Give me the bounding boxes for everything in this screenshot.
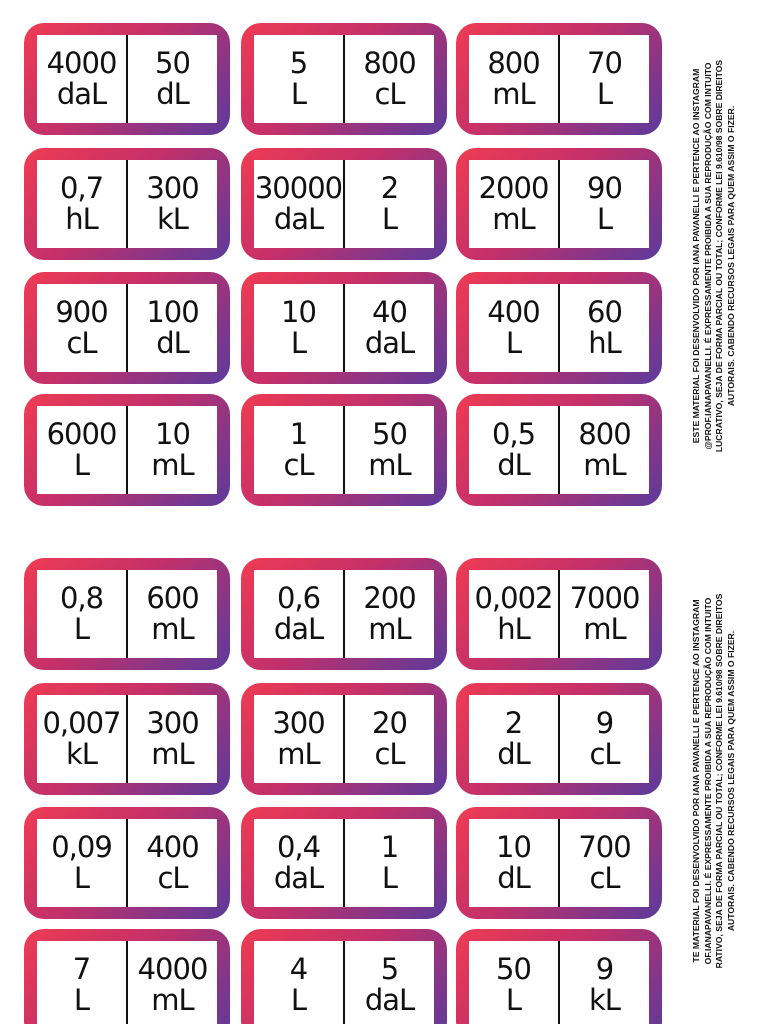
card-unit: L <box>73 448 90 482</box>
card-unit: mL <box>151 983 194 1017</box>
domino-card <box>456 683 662 795</box>
card-unit: L <box>505 326 522 360</box>
card-face <box>254 941 434 1024</box>
card-face <box>254 819 434 907</box>
card-left-half <box>469 819 558 907</box>
card-left-half <box>254 941 343 1024</box>
card-value: 400 <box>487 295 540 329</box>
domino-card <box>241 148 447 260</box>
card-unit: cL <box>374 77 405 111</box>
card-unit: daL <box>364 983 415 1017</box>
card-unit: cL <box>157 861 188 895</box>
card-left-half <box>469 695 558 783</box>
card-unit: dL <box>156 326 189 360</box>
card-left-half <box>469 406 558 494</box>
card-unit: L <box>73 983 90 1017</box>
card-value: 4 <box>289 952 308 986</box>
card-value: 0,7 <box>59 171 104 205</box>
notice-line: AUTORAIS. CABENDO RECURSOS LEGAIS PARA QUEM ASSIM O FIZER. <box>725 105 736 407</box>
domino-card <box>24 394 230 506</box>
domino-card <box>241 272 447 384</box>
card-left-half <box>254 570 343 658</box>
domino-card <box>241 558 447 670</box>
card-face <box>469 284 649 372</box>
card-value: 400 <box>146 830 199 864</box>
card-unit: L <box>73 612 90 646</box>
card-unit: L <box>290 983 307 1017</box>
card-unit: kL <box>66 737 97 771</box>
notice-line: RATIVO, SEJA DE FORMA PARCIAL OU TOTAL; CONFORME LEI 9.610/98 SOBRE DIREITOS <box>714 593 724 969</box>
card-unit: dL <box>497 448 530 482</box>
card-right-half <box>128 284 217 372</box>
card-unit: daL <box>273 861 324 895</box>
card-right-half <box>560 406 649 494</box>
card-left-half <box>37 160 126 248</box>
card-right-half <box>560 941 649 1024</box>
card-value: 30000 <box>254 171 343 205</box>
card-unit: L <box>381 202 398 236</box>
card-unit: cL <box>283 448 314 482</box>
card-right-half <box>345 695 434 783</box>
card-value: 7000 <box>569 581 640 615</box>
notice-line: AUTORAIS. CABENDO RECURSOS LEGAIS PARA QUEM ASSIM O FIZER. <box>725 630 736 932</box>
card-face <box>254 570 434 658</box>
card-unit: cL <box>66 326 97 360</box>
card-left-half <box>254 695 343 783</box>
card-unit: hL <box>588 326 621 360</box>
domino-card <box>24 272 230 384</box>
card-value: 800 <box>578 417 631 451</box>
card-value: 9 <box>595 706 614 740</box>
card-face <box>37 160 217 248</box>
card-unit: mL <box>583 612 626 646</box>
card-face <box>37 35 217 123</box>
domino-card <box>24 558 230 670</box>
card-face <box>254 160 434 248</box>
card-unit: L <box>596 77 613 111</box>
card-unit: cL <box>374 737 405 771</box>
card-value: 10 <box>496 830 531 864</box>
card-face <box>469 570 649 658</box>
card-unit: cL <box>589 737 620 771</box>
card-value: 10 <box>281 295 316 329</box>
card-face <box>254 35 434 123</box>
card-right-half <box>345 406 434 494</box>
card-left-half <box>37 695 126 783</box>
domino-card <box>241 23 447 135</box>
card-value: 300 <box>146 706 199 740</box>
card-right-half <box>345 819 434 907</box>
card-face <box>37 406 217 494</box>
domino-card <box>241 807 447 919</box>
card-face <box>254 695 434 783</box>
card-value: 600 <box>146 581 199 615</box>
card-value: 50 <box>372 417 407 451</box>
card-left-half <box>469 570 558 658</box>
card-unit: kL <box>157 202 188 236</box>
domino-card <box>456 23 662 135</box>
domino-card <box>241 683 447 795</box>
card-unit: mL <box>583 448 626 482</box>
card-value: 1 <box>289 417 308 451</box>
card-unit: L <box>290 77 307 111</box>
card-right-half <box>560 160 649 248</box>
domino-card <box>456 394 662 506</box>
card-value: 7 <box>72 952 91 986</box>
card-unit: L <box>596 202 613 236</box>
domino-card <box>456 558 662 670</box>
card-unit: mL <box>151 448 194 482</box>
domino-card <box>456 929 662 1024</box>
card-unit: dL <box>156 77 189 111</box>
card-left-half <box>254 819 343 907</box>
card-value: 100 <box>146 295 199 329</box>
card-value: 10 <box>155 417 190 451</box>
card-right-half <box>128 695 217 783</box>
card-unit: kL <box>589 983 620 1017</box>
card-value: 0,6 <box>276 581 321 615</box>
card-right-half <box>560 819 649 907</box>
card-face <box>469 819 649 907</box>
card-left-half <box>37 941 126 1024</box>
notice-line: OF.IANAPAVANELLI. É EXPRESSAMENTE PROIBIDA A SUA REPRODUÇÃO COM INTUITO <box>702 597 713 965</box>
card-right-half <box>345 284 434 372</box>
card-face <box>37 819 217 907</box>
card-face <box>37 570 217 658</box>
card-unit: L <box>505 983 522 1017</box>
card-value: 0,5 <box>491 417 536 451</box>
card-face <box>469 35 649 123</box>
card-value: 800 <box>487 46 540 80</box>
card-value: 0,4 <box>276 830 321 864</box>
card-left-half <box>469 941 558 1024</box>
domino-card <box>24 23 230 135</box>
domino-card <box>24 929 230 1024</box>
card-face <box>37 284 217 372</box>
card-unit: mL <box>492 77 535 111</box>
card-value: 900 <box>55 295 108 329</box>
card-right-half <box>128 819 217 907</box>
card-face <box>254 284 434 372</box>
notice-line: ESTE MATERIAL FOI DESENVOLVIDO POR IANA PAVANELLI E PERTENCE AO INSTAGRAM <box>691 68 701 444</box>
domino-card <box>24 683 230 795</box>
card-unit: hL <box>497 612 530 646</box>
card-value: 2000 <box>478 171 549 205</box>
card-face <box>469 406 649 494</box>
card-left-half <box>469 284 558 372</box>
card-value: 50 <box>155 46 190 80</box>
card-unit: mL <box>368 612 411 646</box>
card-unit: daL <box>273 612 324 646</box>
card-value: 800 <box>363 46 416 80</box>
card-right-half <box>128 570 217 658</box>
card-right-half <box>128 941 217 1024</box>
domino-card <box>241 929 447 1024</box>
card-value: 4000 <box>137 952 208 986</box>
notice-line: @PROF.IANAPAVANELLI. É EXPRESSAMENTE PROIBIDA A SUA REPRODUÇÃO COM INTUITO <box>702 62 713 450</box>
card-value: 0,09 <box>51 830 112 864</box>
card-left-half <box>254 284 343 372</box>
card-left-half <box>37 570 126 658</box>
card-value: 700 <box>578 830 631 864</box>
card-sheet-bottom <box>0 535 768 1024</box>
card-left-half <box>37 284 126 372</box>
card-left-half <box>37 35 126 123</box>
card-unit: mL <box>151 737 194 771</box>
card-right-half <box>128 160 217 248</box>
card-face <box>469 695 649 783</box>
card-unit: hL <box>65 202 98 236</box>
card-unit: mL <box>492 202 535 236</box>
card-unit: dL <box>497 737 530 771</box>
card-unit: mL <box>277 737 320 771</box>
domino-card <box>456 148 662 260</box>
card-value: 0,002 <box>474 581 553 615</box>
card-right-half <box>128 406 217 494</box>
card-unit: mL <box>151 612 194 646</box>
card-value: 90 <box>587 171 622 205</box>
card-value: 300 <box>272 706 325 740</box>
card-right-half <box>560 35 649 123</box>
copyright-notice <box>691 551 737 1011</box>
card-value: 200 <box>363 581 416 615</box>
domino-card <box>241 394 447 506</box>
card-unit: daL <box>364 326 415 360</box>
card-value: 0,007 <box>42 706 121 740</box>
card-unit: L <box>73 861 90 895</box>
card-unit: daL <box>273 202 324 236</box>
card-left-half <box>254 160 343 248</box>
domino-card <box>456 272 662 384</box>
card-value: 40 <box>372 295 407 329</box>
card-unit: dL <box>497 861 530 895</box>
domino-card <box>24 148 230 260</box>
card-value: 70 <box>587 46 622 80</box>
card-right-half <box>560 695 649 783</box>
card-right-half <box>345 35 434 123</box>
card-value: 20 <box>372 706 407 740</box>
card-value: 2 <box>380 171 399 205</box>
card-left-half <box>37 406 126 494</box>
card-value: 5 <box>289 46 308 80</box>
card-face <box>469 160 649 248</box>
card-left-half <box>469 35 558 123</box>
card-unit: L <box>290 326 307 360</box>
card-unit: daL <box>56 77 107 111</box>
domino-card <box>456 807 662 919</box>
card-right-half <box>345 941 434 1024</box>
card-face <box>469 941 649 1024</box>
card-value: 6000 <box>46 417 117 451</box>
card-face <box>37 941 217 1024</box>
card-value: 9 <box>595 952 614 986</box>
notice-line: LUCRATIVO, SEJA DE FORMA PARCIAL OU TOTAL; CONFORME LEI 9.610/98 SOBRE DIREITOS <box>714 59 724 453</box>
card-face <box>37 695 217 783</box>
copyright-notice <box>691 26 737 486</box>
card-value: 60 <box>587 295 622 329</box>
card-right-half <box>345 570 434 658</box>
card-right-half <box>560 284 649 372</box>
card-unit: mL <box>368 448 411 482</box>
notice-line: TE MATERIAL FOI DESENVOLVIDO POR IANA PAVANELLI E PERTENCE AO INSTAGRAM <box>691 599 701 963</box>
card-right-half <box>560 570 649 658</box>
card-left-half <box>254 35 343 123</box>
card-right-half <box>345 160 434 248</box>
card-value: 300 <box>146 171 199 205</box>
card-value: 0,8 <box>59 581 104 615</box>
card-left-half <box>469 160 558 248</box>
card-right-half <box>128 35 217 123</box>
card-left-half <box>37 819 126 907</box>
card-unit: L <box>381 861 398 895</box>
card-unit: cL <box>589 861 620 895</box>
card-value: 5 <box>380 952 399 986</box>
card-face <box>254 406 434 494</box>
card-value: 2 <box>504 706 523 740</box>
card-value: 50 <box>496 952 531 986</box>
card-value: 1 <box>380 830 399 864</box>
card-value: 4000 <box>46 46 117 80</box>
domino-card <box>24 807 230 919</box>
card-left-half <box>254 406 343 494</box>
